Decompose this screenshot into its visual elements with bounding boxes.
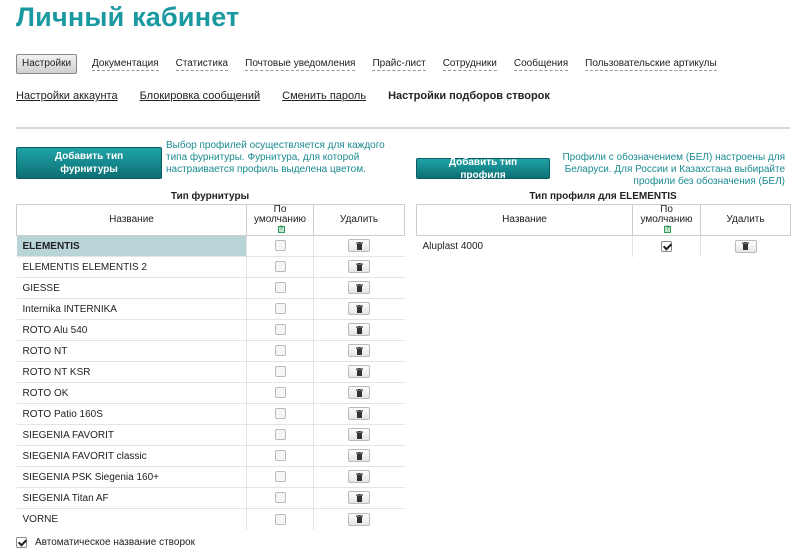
sub-nav-item-3[interactable]: Настройки подборов створок [388, 90, 550, 102]
row-delete-cell [314, 425, 405, 446]
nav-item-2[interactable]: Статистика [175, 57, 229, 69]
row-name[interactable]: ELEMENTIS ELEMENTIS 2 [17, 257, 247, 278]
delete-button[interactable] [348, 365, 370, 378]
row-name[interactable]: GIESSE [17, 278, 247, 299]
row-delete-cell [701, 236, 791, 257]
default-checkbox[interactable] [275, 514, 286, 525]
table-row[interactable] [17, 383, 405, 404]
row-default-cell [247, 362, 314, 383]
row-delete-cell [314, 383, 405, 404]
row-delete-cell [314, 257, 405, 278]
fittings-panel [16, 191, 404, 530]
default-checkbox[interactable] [275, 387, 286, 398]
row-delete-cell [314, 320, 405, 341]
table-row[interactable] [17, 404, 405, 425]
nav-item-5[interactable]: Сотрудники [442, 57, 497, 69]
default-checkbox[interactable] [275, 282, 286, 293]
trash-icon [356, 347, 363, 355]
profiles-note: Профили с обозначением (БЕЛ) настроены для Беларуси. Для России и Казахстана выбирайте профили без обозначения (БЕЛ) [562, 152, 785, 187]
column-header-default-label: По умолчанию [640, 204, 693, 225]
column-header-default [247, 205, 314, 236]
column-header-delete: Удалить [701, 205, 791, 236]
default-checkbox[interactable] [275, 345, 286, 356]
nav-item-4[interactable]: Прайс-лист [372, 57, 426, 69]
delete-button[interactable] [348, 428, 370, 441]
auto-name-checkbox[interactable] [16, 537, 27, 548]
row-delete-cell [314, 509, 405, 530]
table-row[interactable] [17, 467, 405, 488]
trash-icon [356, 452, 363, 460]
default-checkbox[interactable] [275, 408, 286, 419]
table-row[interactable] [17, 257, 405, 278]
trash-icon [356, 263, 363, 271]
row-default-cell [247, 509, 314, 530]
row-default-cell [247, 404, 314, 425]
row-name[interactable]: ELEMENTIS [17, 236, 247, 257]
row-name[interactable]: ROTO NT KSR [17, 362, 247, 383]
column-header-delete: Удалить [314, 205, 405, 236]
row-name[interactable]: Aluplast 4000 [417, 236, 633, 257]
table-row[interactable] [17, 278, 405, 299]
sub-nav-item-2[interactable]: Сменить пароль [282, 90, 367, 102]
default-checkbox[interactable] [275, 366, 286, 377]
row-default-cell [247, 467, 314, 488]
profiles-panel [416, 191, 790, 257]
row-default-cell [247, 425, 314, 446]
page-title: Личный кабинет [16, 2, 240, 32]
row-delete-cell [314, 341, 405, 362]
trash-icon [356, 410, 363, 418]
delete-button[interactable] [348, 239, 370, 252]
default-checkbox[interactable] [275, 450, 286, 461]
table-row[interactable] [417, 236, 791, 257]
row-name[interactable]: SIEGENIA Titan AF [17, 488, 247, 509]
default-checkbox[interactable] [275, 429, 286, 440]
delete-button[interactable] [348, 281, 370, 294]
row-default-cell [247, 299, 314, 320]
row-default-cell [247, 383, 314, 404]
delete-button[interactable] [348, 470, 370, 483]
trash-icon [356, 389, 363, 397]
auto-name-label: Автоматическое название створок [35, 537, 195, 548]
row-default-cell [247, 488, 314, 509]
row-delete-cell [314, 446, 405, 467]
table-row[interactable] [17, 425, 405, 446]
row-name[interactable]: Internika INTERNIKA [17, 299, 247, 320]
profiles-table [416, 204, 791, 257]
default-checkbox[interactable] [275, 261, 286, 272]
nav-item-1[interactable]: Документация [92, 57, 159, 69]
auto-name-row [16, 537, 195, 548]
row-default-cell [247, 257, 314, 278]
nav-item-0[interactable]: Настройки [16, 54, 77, 74]
default-checkbox[interactable] [275, 303, 286, 314]
sub-nav [16, 90, 572, 102]
trash-icon [742, 242, 749, 250]
row-default-cell [247, 278, 314, 299]
table-row[interactable] [17, 341, 405, 362]
row-delete-cell [314, 467, 405, 488]
nav-item-6[interactable]: Сообщения [513, 57, 569, 69]
delete-button[interactable] [348, 407, 370, 420]
default-checkbox[interactable] [275, 240, 286, 251]
trash-icon [356, 305, 363, 313]
table-row[interactable] [17, 509, 405, 530]
trash-icon [356, 284, 363, 292]
row-name[interactable]: ROTO Patio 160S [17, 404, 247, 425]
trash-icon [356, 431, 363, 439]
row-name[interactable]: ROTO Alu 540 [17, 320, 247, 341]
row-name[interactable]: ROTO OK [17, 383, 247, 404]
trash-icon [356, 473, 363, 481]
delete-button[interactable] [348, 513, 370, 526]
row-delete-cell [314, 278, 405, 299]
row-default-cell [247, 320, 314, 341]
delete-button[interactable] [348, 302, 370, 315]
row-delete-cell [314, 404, 405, 425]
table-row[interactable] [17, 446, 405, 467]
row-name[interactable]: SIEGENIA FAVORIT classic [17, 446, 247, 467]
fittings-note: Выбор профилей осуществляется для каждого типа фурнитуры. Фурнитура, для которой настраивается профиль выделена цветом. [166, 140, 385, 175]
column-header-default [633, 205, 701, 236]
default-checkbox[interactable] [275, 471, 286, 482]
row-name[interactable]: VORNE [17, 509, 247, 530]
fittings-table [16, 204, 405, 530]
default-checkbox[interactable] [661, 241, 672, 252]
table-row[interactable] [17, 320, 405, 341]
table-row[interactable] [17, 299, 405, 320]
nav-item-3[interactable]: Почтовые уведомления [245, 57, 356, 69]
fittings-table-caption: Тип фурнитуры [170, 191, 250, 202]
default-checkbox[interactable] [275, 324, 286, 335]
help-icon[interactable]: ? [279, 225, 283, 232]
trash-icon [356, 515, 363, 523]
column-header-name: Название [417, 205, 633, 236]
row-name[interactable]: SIEGENIA FAVORIT [17, 425, 247, 446]
profiles-table-caption: Тип профиля для ELEMENTIS [529, 191, 677, 202]
delete-button[interactable] [348, 344, 370, 357]
row-default-cell [633, 236, 701, 257]
sub-nav-item-1[interactable]: Блокировка сообщений [139, 90, 261, 102]
add-fitting-type-button[interactable]: Добавить тип фурнитуры [16, 147, 162, 179]
delete-button[interactable] [348, 449, 370, 462]
default-checkbox[interactable] [275, 492, 286, 503]
main-nav [16, 53, 734, 75]
row-default-cell [247, 446, 314, 467]
delete-button[interactable] [735, 240, 757, 253]
row-delete-cell [314, 362, 405, 383]
row-default-cell [247, 341, 314, 362]
help-icon[interactable]: ? [665, 225, 670, 232]
table-row[interactable] [17, 236, 405, 257]
sub-nav-item-0[interactable]: Настройки аккаунта [16, 90, 118, 102]
delete-button[interactable] [348, 491, 370, 504]
nav-item-7[interactable]: Пользовательские артикулы [585, 57, 717, 69]
trash-icon [356, 368, 363, 376]
row-name[interactable]: ROTO NT [17, 341, 247, 362]
row-delete-cell [314, 488, 405, 509]
add-profile-type-button[interactable]: Добавить тип профиля [416, 158, 550, 179]
trash-icon [356, 326, 363, 334]
column-header-name: Название [17, 205, 247, 236]
delete-button[interactable] [348, 323, 370, 336]
trash-icon [356, 494, 363, 502]
row-default-cell [247, 236, 314, 257]
column-header-default-label: По умолчанию [253, 204, 307, 225]
delete-button[interactable] [348, 260, 370, 273]
row-delete-cell [314, 299, 405, 320]
row-delete-cell [314, 236, 405, 257]
row-name[interactable]: SIEGENIA PSK Siegenia 160+ [17, 467, 247, 488]
table-row[interactable] [17, 362, 405, 383]
trash-icon [356, 242, 363, 250]
table-row[interactable] [17, 488, 405, 509]
divider [16, 127, 790, 129]
delete-button[interactable] [348, 386, 370, 399]
